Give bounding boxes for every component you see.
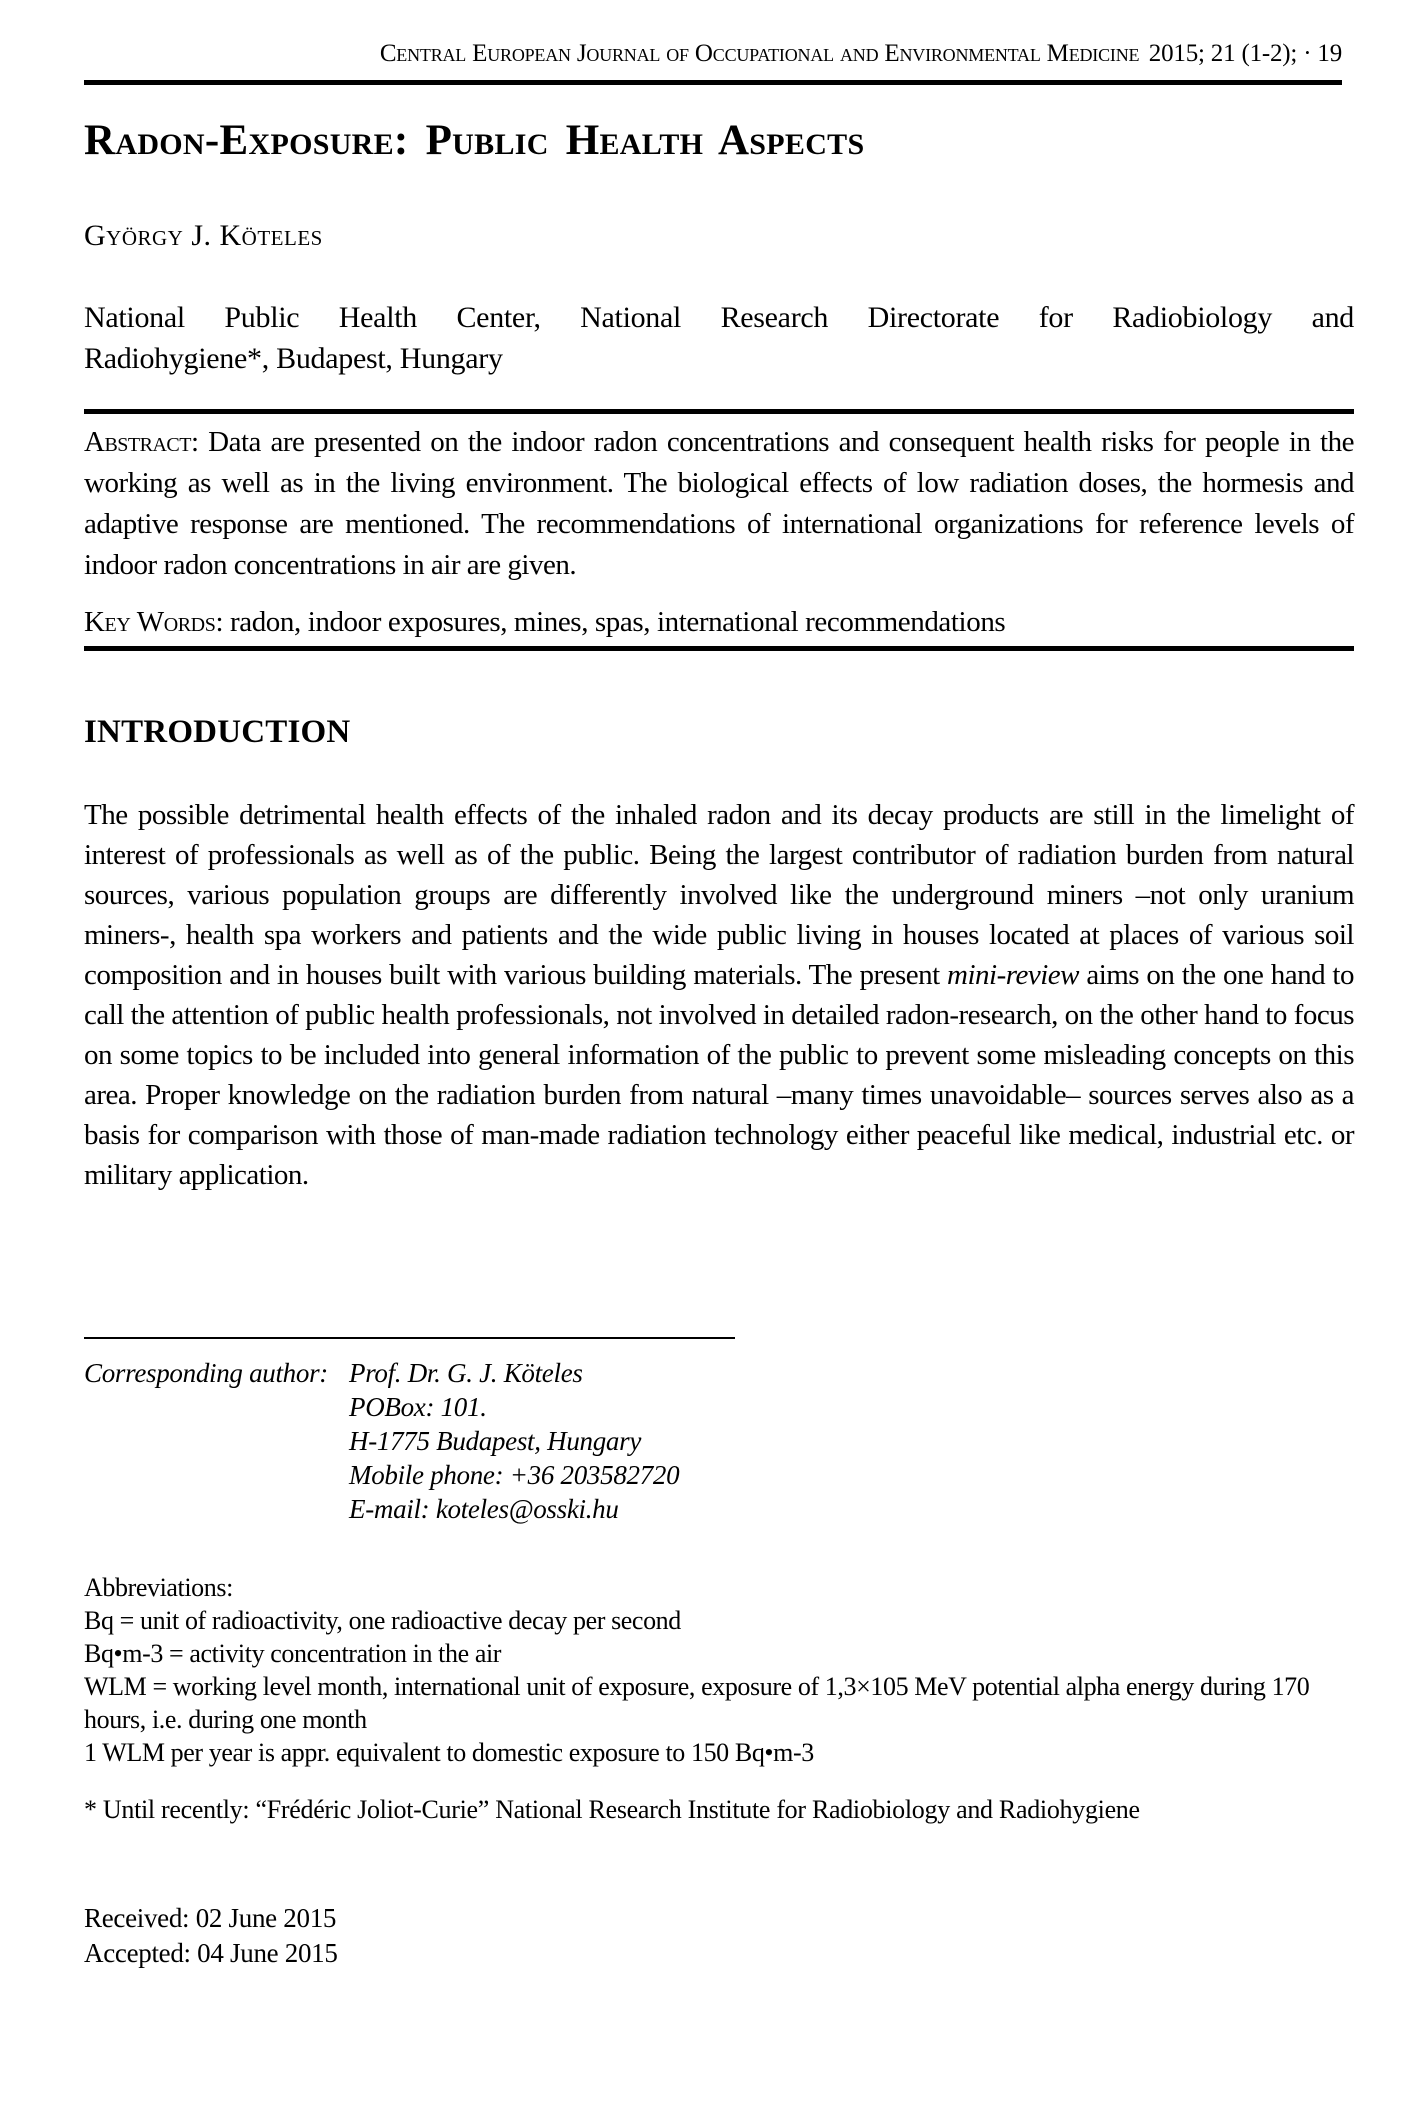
received-accepted-block bbox=[84, 1901, 338, 1971]
keywords-line bbox=[84, 606, 1354, 639]
corresponding-author-label: Corresponding author: bbox=[84, 1358, 328, 1388]
corresponding-author-block bbox=[84, 1356, 1354, 1526]
abbreviation-wlm: WLM = working level month, international unit of exposure, exposure of 1,3×105 MeV potential alpha energy during 170 hours, i.e. during one month bbox=[84, 1672, 1310, 1734]
abstract-paragraph bbox=[84, 422, 1354, 586]
introduction-heading: INTRODUCTION bbox=[84, 714, 351, 750]
corresponding-author-pobox: POBox: 101. bbox=[349, 1392, 487, 1422]
abstract-text: : Data are presented on the indoor radon concentrations and consequent health risks for people in the working as well as in the living environment. The biological effects of low radiation doses, the hormesis and adaptive response are mentioned. The recommendations of international organizations for reference levels of indoor radon concentrations in air are given. bbox=[84, 426, 1354, 581]
footnote-rule bbox=[84, 1337, 735, 1339]
mini-review-italic-term: mini-review bbox=[947, 959, 1079, 991]
asterisk-footnote: * Until recently: “Frédéric Joliot-Curie” National Research Institute for Radiobiology and Radiohygiene bbox=[84, 1795, 1140, 1824]
corresponding-author-phone: Mobile phone: +36 203582720 bbox=[349, 1460, 680, 1490]
abbreviation-bq: Bq = unit of radioactivity, one radioactive decay per second bbox=[84, 1606, 681, 1635]
abbreviations-heading: Abbreviations: bbox=[84, 1573, 233, 1602]
abbreviation-wlm-equivalent: 1 WLM per year is appr. equivalent to domestic exposure to 150 Bq•m-3 bbox=[84, 1738, 814, 1767]
affiliation bbox=[84, 297, 1354, 379]
keywords-bottom-rule bbox=[84, 646, 1354, 651]
corresponding-author-name: Prof. Dr. G. J. Köteles bbox=[349, 1358, 583, 1388]
journal-name: Central European Journal of Occupational and Environmental Medicine bbox=[379, 40, 1140, 67]
affiliation-line-1: National Public Health Center, National Research Directorate for Radiobiology and bbox=[84, 301, 1354, 334]
introduction-text-start: The possible detrimental health effects of the inhaled radon and its decay products are still in the limelight of interest of professionals as well as of the public. Being the largest contributor of radiation burden from natural sources, various population groups are differently involved like the underground miners –not only uranium miners-, health spa workers and patients and the wide public living in houses located at places of various soil composition and in houses built with various building materials. The present bbox=[84, 799, 1354, 991]
abbreviation-bqm3: Bq•m-3 = activity concentration in the air bbox=[84, 1639, 502, 1668]
accepted-date: Accepted: 04 June 2015 bbox=[84, 1938, 338, 1968]
introduction-text-end: aims on the one hand to call the attention of public health professionals, not involved in detailed radon-research, on the other hand to focus on some topics to be included into general information of the public to prevent some misleading concepts on this area. Proper knowledge on the radiation burden from natural –many times unavoidable– sources serves also as a basis for comparison with those of man-made radiation technology either peaceful like medical, industrial etc. or military application. bbox=[84, 959, 1354, 1191]
header-rule bbox=[84, 80, 1342, 85]
journal-header bbox=[84, 40, 1342, 68]
corresponding-author-city: H-1775 Budapest, Hungary bbox=[349, 1426, 642, 1456]
author-name: György J. Köteles bbox=[84, 219, 323, 252]
article-title: Radon-Exposure: Public Health Aspects bbox=[84, 117, 865, 164]
introduction-paragraph bbox=[84, 795, 1354, 1195]
abstract-label: Abstract bbox=[84, 426, 191, 458]
keywords-label: Key Words bbox=[84, 606, 216, 638]
keywords-text: : radon, indoor exposures, mines, spas, international recommendations bbox=[215, 606, 1006, 638]
affiliation-line-2: Radiohygiene*, Budapest, Hungary bbox=[84, 342, 503, 375]
journal-issue: 2015; 21 (1-2); · 19 bbox=[1148, 40, 1342, 67]
corresponding-author-email: E-mail: koteles@osski.hu bbox=[349, 1494, 619, 1524]
abbreviations-block bbox=[84, 1571, 1374, 1769]
corresponding-author-details bbox=[349, 1356, 679, 1526]
received-date: Received: 02 June 2015 bbox=[84, 1903, 337, 1933]
abstract-top-rule bbox=[84, 409, 1354, 414]
